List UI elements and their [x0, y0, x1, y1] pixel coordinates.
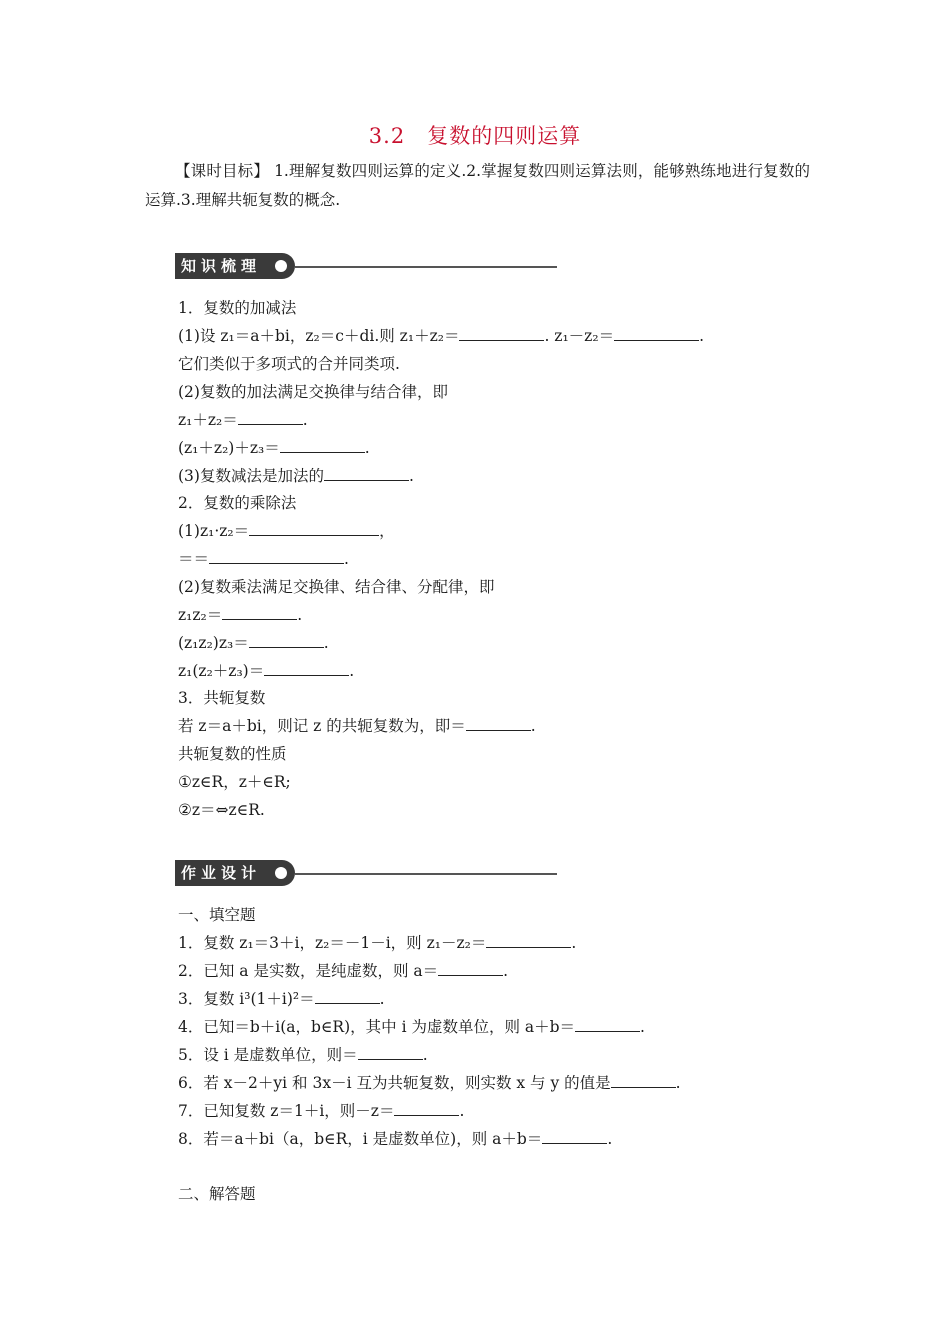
- answer-blank[interactable]: [249, 633, 324, 648]
- question-6: [178, 1071, 681, 1093]
- question-2: [178, 959, 508, 981]
- answer-blank[interactable]: [611, 1073, 676, 1088]
- text: .: [379, 990, 385, 1008]
- question-3: [178, 987, 385, 1009]
- bullet-dot-icon: [275, 867, 287, 879]
- answer-blank[interactable]: [315, 989, 380, 1004]
- answer-blank[interactable]: [542, 1129, 607, 1144]
- answer-blank[interactable]: [459, 326, 544, 341]
- text: 若 z＝a＋bi，则记 z 的共轭复数为，即＝: [178, 717, 466, 735]
- line-commutative: [178, 408, 308, 430]
- line-prop-1: ①z∈R，z＋∈R;: [178, 773, 291, 791]
- answer-blank[interactable]: [249, 521, 379, 536]
- text: .: [364, 439, 370, 457]
- answer-blank[interactable]: [575, 1017, 640, 1032]
- section-rule: [295, 873, 557, 875]
- text: 6．若 x－2＋yi 和 3x－i 互为共轭复数，则实数 x 与 y 的值是: [178, 1074, 611, 1092]
- text: 5．设 i 是虚数单位，则＝: [178, 1046, 358, 1064]
- text: .: [344, 550, 349, 568]
- text: 1．复数 z₁＝3＋i，z₂＝－1－i，则 z₁－z₂＝: [178, 934, 487, 952]
- line-conjugate-props: 共轭复数的性质: [178, 745, 287, 763]
- text: .: [302, 411, 308, 429]
- text: .: [503, 962, 509, 980]
- line-subtraction: [178, 464, 414, 486]
- text: ，: [379, 522, 395, 540]
- answer-blank[interactable]: [486, 933, 571, 948]
- text: .: [675, 1074, 681, 1092]
- text: 4．已知＝b＋i(a，b∈R)，其中 i 为虚数单位，则 a＋b＝: [178, 1018, 576, 1036]
- text: . z₁－z₂＝: [544, 327, 615, 345]
- section-label-homework: 作业设计: [175, 860, 295, 886]
- question-7: [178, 1099, 464, 1121]
- text: .: [530, 717, 536, 735]
- text: .: [607, 1130, 613, 1148]
- answer-blank[interactable]: [358, 1045, 423, 1060]
- answer-blank[interactable]: [280, 438, 365, 453]
- text: z₁z₂＝: [178, 606, 223, 624]
- question-8: [178, 1127, 612, 1149]
- line-distributive: [178, 659, 354, 681]
- answer-blank[interactable]: [614, 326, 699, 341]
- line-divide: [178, 547, 349, 569]
- text: z₁(z₂＋z₃)＝: [178, 662, 265, 680]
- answer-blank[interactable]: [324, 466, 409, 481]
- text: 3．复数 i³(1＋i)²＝: [178, 990, 315, 1008]
- title-text: 复数的四则运算: [427, 124, 582, 148]
- text: (1)z₁·z₂＝: [178, 522, 250, 540]
- line-conjugate-def: [178, 714, 536, 736]
- text: (3)复数减法是加法的: [178, 467, 324, 485]
- text: ＝＝: [178, 550, 210, 568]
- title-number: 3.2: [368, 124, 406, 148]
- line-associative: [178, 436, 370, 458]
- text: 8．若＝a＋bi（a，b∈R，i 是虚数单位)，则 a＋b＝: [178, 1130, 543, 1148]
- line-add-laws: (2)复数的加法满足交换律与结合律，即: [178, 383, 448, 401]
- question-4: [178, 1015, 645, 1037]
- text: (1)设: [178, 327, 221, 345]
- answer-blank[interactable]: [238, 410, 303, 425]
- line-mul-commutative: [178, 603, 302, 625]
- line-multiply: [178, 519, 395, 541]
- answer-blank[interactable]: [394, 1101, 459, 1116]
- section-bar-knowledge: [175, 253, 560, 279]
- answer-blank[interactable]: [264, 661, 349, 676]
- text: .: [699, 327, 705, 345]
- section-rule: [295, 266, 557, 268]
- section-label-knowledge: 知识梳理: [175, 253, 295, 279]
- answer-blank[interactable]: [222, 605, 297, 620]
- heading-mul-div: 2．复数的乘除法: [178, 494, 297, 512]
- question-1: [178, 931, 576, 953]
- text: .: [408, 467, 414, 485]
- answer-blank[interactable]: [438, 961, 503, 976]
- page-title: [0, 120, 950, 150]
- line-prop-2: ②z＝⇔z∈R.: [178, 801, 265, 819]
- text: (z₁＋z₂)＋z₃＝: [178, 439, 280, 457]
- line-mul-associative: [178, 631, 329, 653]
- text: .: [422, 1046, 428, 1064]
- lesson-goal: 【课时目标】 1.理解复数四则运算的定义.2.掌握复数四则运算法则，能够熟练地进行复数的运算.3.理解共轭复数的概念.: [145, 162, 810, 209]
- answer-blank[interactable]: [466, 716, 531, 731]
- question-5: [178, 1043, 428, 1065]
- text: z₁＝a＋bi，z₂＝c＋di.则 z₁＋z₂＝: [220, 327, 460, 345]
- text: (z₁z₂)z₃＝: [178, 634, 249, 652]
- heading-conjugate: 3．共轭复数: [178, 689, 266, 707]
- line-add-sub-def: [178, 324, 704, 346]
- text: .: [571, 934, 577, 952]
- section-bar-homework: [175, 860, 560, 886]
- heading-add-sub: 1．复数的加减法: [178, 299, 297, 317]
- text: z₁＋z₂＝: [178, 411, 238, 429]
- text: 2．已知 a 是实数，是纯虚数，则 a＝: [178, 962, 439, 980]
- text: .: [459, 1102, 465, 1120]
- line-mul-laws: (2)复数乘法满足交换律、结合律、分配律，即: [178, 578, 495, 596]
- text: .: [323, 634, 329, 652]
- answer-blank[interactable]: [209, 549, 344, 564]
- heading-solve: 二、解答题: [178, 1185, 256, 1203]
- bullet-dot-icon: [275, 260, 287, 272]
- text: .: [349, 662, 355, 680]
- line-similar: 它们类似于多项式的合并同类项.: [178, 355, 400, 373]
- text: 7．已知复数 z＝1＋i，则－z＝: [178, 1102, 395, 1120]
- text: .: [640, 1018, 645, 1036]
- text: .: [297, 606, 303, 624]
- heading-fill-blank: 一、填空题: [178, 906, 256, 924]
